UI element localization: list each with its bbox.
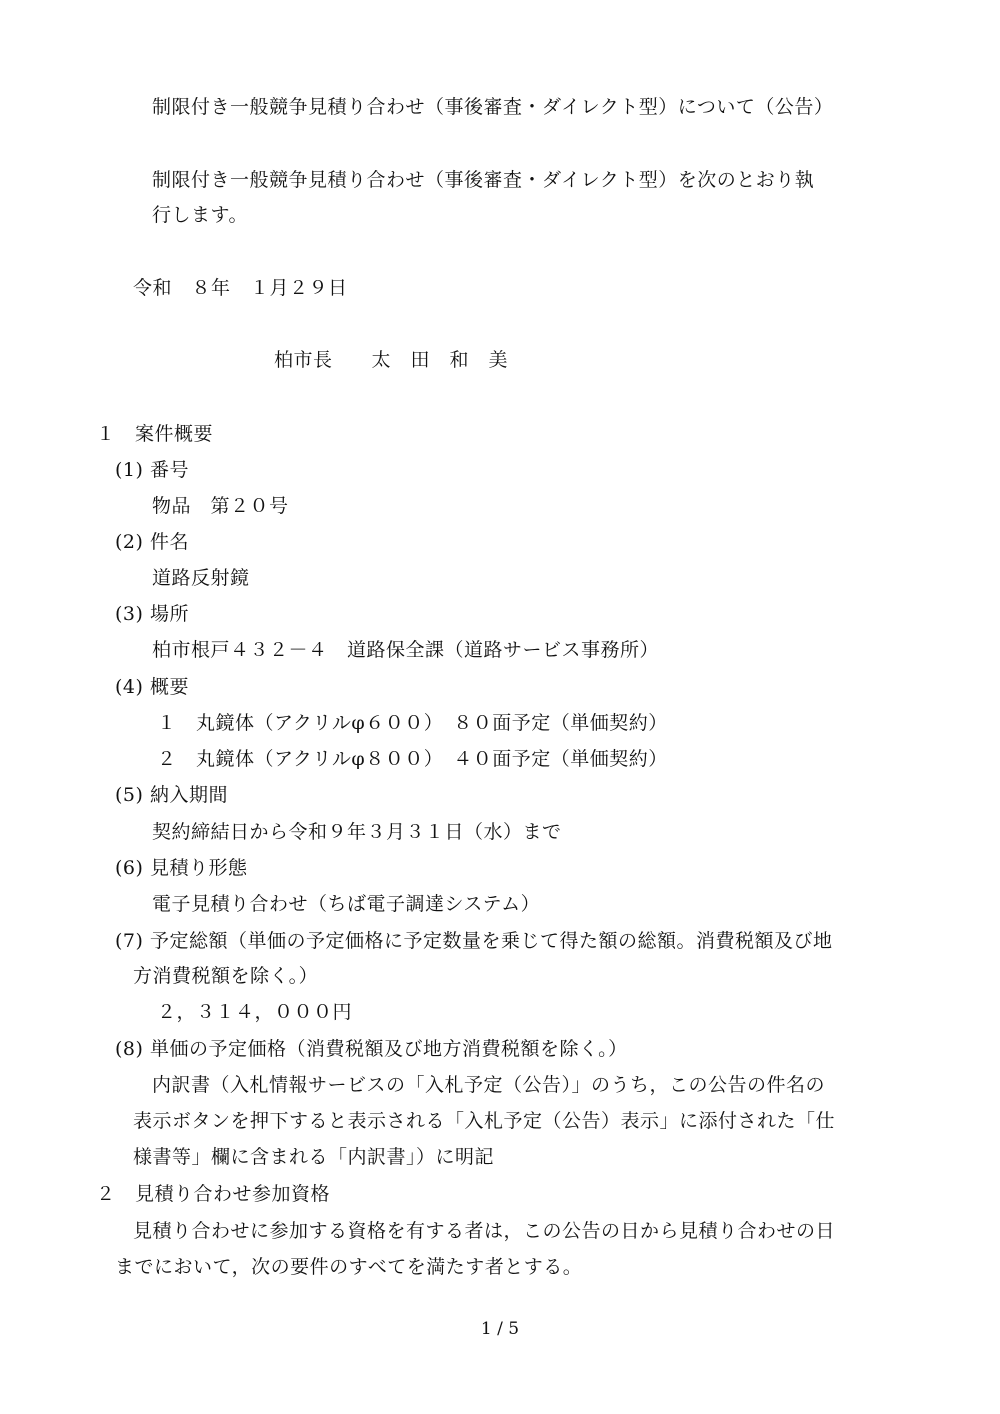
page-number: 1 / 5 [480,1319,520,1339]
item-value: 道路反射鏡 [152,567,250,589]
item-value: 柏市根戸４３２－４ 道路保全課（道路サービス事務所） [152,639,660,661]
item-label: (5) 納入期間 [115,784,228,806]
section-heading: ２ 見積り合わせ参加資格 [96,1183,331,1205]
item-value: 契約締結日から令和９年３月３１日（水）まで [152,821,562,843]
item-value: ２，３１４，０００円 [157,1001,353,1023]
notice-date: 令和 ８年 １月２９日 [133,277,348,299]
item-value: 内訳書（入札情報サービスの「入札予定（公告）」のうち，この公告の件名の [152,1074,826,1096]
paragraph: 見積り合わせに参加する資格を有する者は，この公告の日から見積り合わせの日 [133,1220,836,1242]
item-value: ２ 丸鏡体（アクリルφ８００） ４０面予定（単価契約） [157,748,668,770]
item-label-cont: 方消費税額を除く。） [133,965,319,987]
item-label: (8) 単価の予定価格（消費税額及び地方消費税額を除く。） [115,1038,628,1060]
item-value: １ 丸鏡体（アクリルφ６００） ８０面予定（単価契約） [157,712,668,734]
notice-title: 制限付き一般競争見積り合わせ（事後審査・ダイレクト型）について（公告） [152,96,834,118]
intro-text: 制限付き一般競争見積り合わせ（事後審査・ダイレクト型）を次のとおり執 [152,169,815,191]
intro-text-cont: 行します。 [152,204,248,226]
item-label: (2) 件名 [115,531,189,553]
paragraph: までにおいて，次の要件のすべてを満たす者とする。 [115,1256,583,1278]
item-label: (6) 見積り形態 [115,857,248,879]
item-label: (4) 概要 [115,676,189,698]
item-value: 物品 第２０号 [152,495,289,517]
item-value: 表示ボタンを押下すると表示される「入札予定（公告）表示」に添付された「仕 [133,1110,836,1132]
item-label: (3) 場所 [115,603,189,625]
item-value: 電子見積り合わせ（ちば電子調達システム） [152,893,541,915]
item-value: 様書等」欄に含まれる「内訳書」）に明記 [133,1146,495,1168]
item-label: (1) 番号 [115,459,189,481]
section-heading: １ 案件概要 [96,423,214,445]
issuer-name: 柏市長 太 田 和 美 [274,349,509,371]
item-label: (7) 予定総額（単価の予定価格に予定数量を乗じて得た額の総額。消費税額及び地 [115,930,833,952]
